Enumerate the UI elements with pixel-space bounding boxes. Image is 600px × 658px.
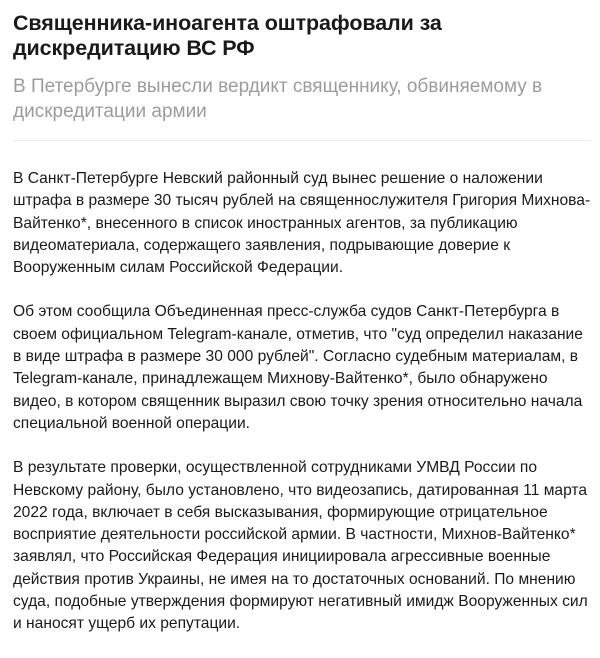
article-title: Священника-иноагента оштрафовали за дискредитацию ВС РФ <box>13 11 442 60</box>
article-subtitle: В Петербурге вынесли вердикт священнику, обвиняемому в дискредитации армии <box>13 76 543 122</box>
article-paragraph-2: Об этом сообщила Объединенная пресс-служба судов Санкт-Петербурга в своем официальном Telegram-канале, отметив, что "суд определил наказание в виде штрафа в размере 30 000 рублей". Согласно судебным материалам, в Telegram-канале, принадлежащем Михнову-Вайтенко*, было обнаружено видео, в котором священник выразил свою точку зрения относительно начала специальной военной операции. <box>13 303 583 432</box>
article <box>13 0 591 658</box>
article-paragraph-3: В результате проверки, осуществленной сотрудниками УМВД России по Невскому району, было установлено, что видеозапись, датированная 11 марта 2022 года, включает в себя высказывания, формирующие отрицательное восприятие деятельности российской армии. В частности, Михнов-Вайтенко* заявлял, что Российская Федерация инициировала агрессивные военные действия против Украины, не имея на то достаточных оснований. По мнению суда, подобные утверждения формируют негативный имидж Вооруженных сил и наносят ущерб их репутации. <box>13 459 588 633</box>
article-body <box>13 168 591 636</box>
article-paragraph-1: В Санкт-Петербурге Невский районный суд вынес решение о наложении штрафа в размере 30 тысяч рублей на священнослужителя Григория Михнова-Вайтенко*, внесенного в список иностранных агентов, за публикацию видеоматериала, содержащего заявления, подрывающие доверие к Вооруженным силам Российской Федерации. <box>13 170 591 277</box>
header-divider <box>13 140 591 141</box>
